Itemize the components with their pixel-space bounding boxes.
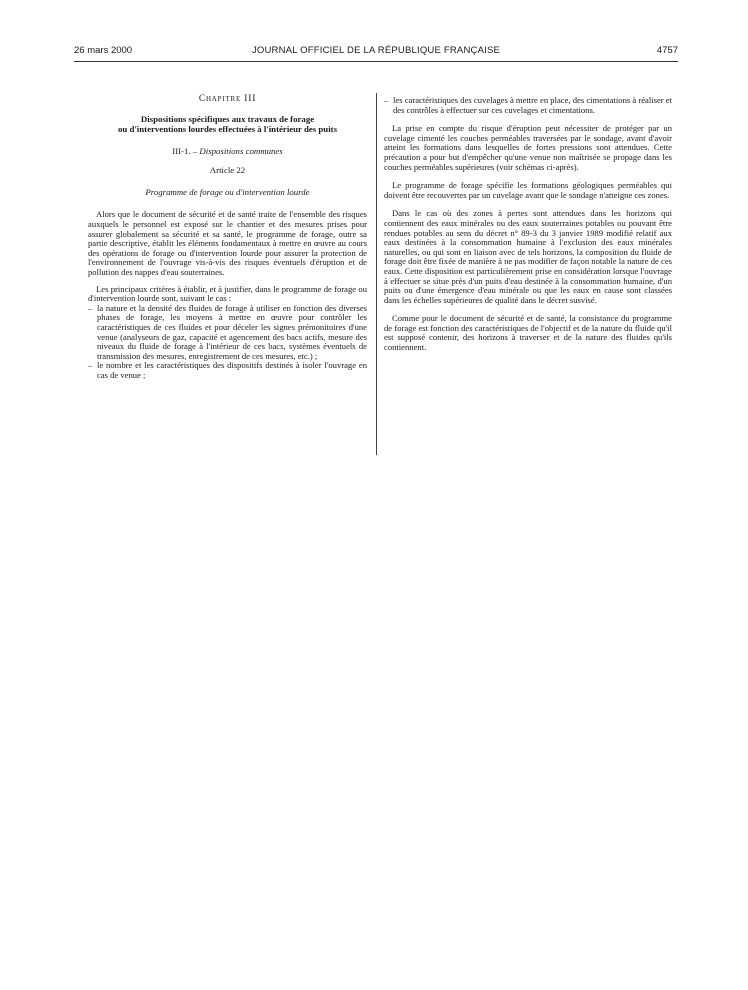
list-item — [88, 361, 367, 380]
paragraph-4: Le programme de forage spécifie les formations géologiques perméables qui doivent être recouvertes par un cuvelage avant que le sondage n'atteigne ces zones. — [384, 180, 672, 200]
section-title: Dispositions communes — [199, 145, 283, 156]
right-column — [384, 96, 672, 362]
dash-mark: – — [88, 360, 93, 371]
header-date: 26 mars 2000 — [74, 45, 133, 56]
list-item — [384, 96, 672, 115]
paragraph-5: Dans le cas où des zones à pertes sont attendues dans les horizons qui contiennent des eaux minérales ou des eaux souterraines potables ou pouvant être rendues potables au sens du décret n° 89-3 du 3 janvier 1989 modifié relatif aux eaux destinées à la consommation humaine à l'exclusion des eaux minérales naturelles, ou qui sont en liaison avec de tels horizons, la composition du fluide de forage doit être fixée de manière à ne pas modifier de façon notable la nature de ces eaux. Cette disposition est particulièrement prise en considération lorsque l'ouvrage à effectuer se situe près d'un puits d'eau destinée à la consommation humaine, d'un puits ou d'une émergence d'eau minérale ou que les eaux en cause sont classées dans les échelles supérieures de qualité dans le décret susvisé. — [384, 208, 672, 305]
article-subtitle: Programme de forage ou d'intervention lourde — [145, 186, 310, 197]
paragraph-6: Comme pour le document de sécurité et de santé, la consistance du programme de forage est fonction des caractéristiques de l'objectif et de la nature du fluide qu'il est supposé contenir, des horizons à traverser et de la nature des fluides qu'ils contiennent. — [384, 313, 672, 353]
list-item — [88, 304, 367, 362]
chapter-title-line-1: Dispositions spécifiques aux travaux de forage — [140, 113, 315, 124]
section-heading — [88, 147, 367, 157]
chapter-title — [88, 114, 367, 135]
chapter-heading: Chapitre III — [198, 94, 257, 104]
header-page-number: 4757 — [656, 45, 678, 56]
dash-mark: – — [384, 95, 389, 105]
list-item-text: les caractéristiques des cuvelages à mettre en place, des cimentations à réaliser et des contrôles à effectuer sur ces cuvelages et cimentations. — [393, 95, 672, 115]
header-journal-title: JOURNAL OFFICIEL DE LA RÉPUBLIQUE FRANÇAISE — [251, 45, 501, 56]
list-item-text: le nombre et les caractéristiques des dispositifs destinés à isoler l'ouvrage en cas de venue ; — [97, 360, 367, 380]
paragraph-3: La prise en compte du risque d'éruption peut nécessiter de protéger par un cuvelage cimenté les couches perméables traversées par le sondage, avant d'avoir atteint les formations dans lesquelles de fortes pressions sont attendues. Cette précaution a pour but d'empêcher qu'une venue non maîtrisée se propage dans les couches perméables supérieures (voir schémas ci-après). — [384, 123, 672, 172]
dash-mark: – — [88, 302, 93, 313]
paragraph-2: Les principaux critères à établir, et à justifier, dans le programme de forage ou d'intervention lourde sont, suivant le cas : — [88, 283, 367, 304]
section-number: III-1. – — [172, 145, 198, 156]
article-heading: Article 22 — [209, 165, 246, 176]
header-rule — [74, 61, 678, 62]
list-item-text: la nature et la densité des fluides de forage à utiliser en fonction des diverses phases de forage, les moyens à mettre en œuvre pour contrôler les caractéristiques de ces fluides et pour déceler les signes prémonitoires d'une venue (analyseurs de gaz, capacité et agencement des bacs actifs, mesure des niveaux du fluide de forage à l'intérieur de ces bacs, systèmes éventuels de transmission des mesures, enregistrement de ces mesures, etc.) ; — [97, 302, 367, 361]
left-column — [88, 95, 367, 380]
chapter-title-line-2: ou d'interventions lourdes effectuées à l'intérieur des puits — [117, 124, 338, 135]
page-header — [74, 45, 678, 59]
paragraph-1: Alors que le document de sécurité et de santé traite de l'ensemble des risques auxquels le personnel est exposé sur le chantier et des mesures prises pour assurer globalement sa sécurité et sa santé, le programme de forage, outre sa partie descriptive, établit les éléments fondamentaux à mettre en œuvre au cours des opérations de forage ou d'intervention lourde pour assurer la protection de l'environnement de l'ouvrage vis-à-vis des risques éventuels d'éruption et de pollution des nappes d'eau souterraines. — [88, 209, 367, 277]
column-divider — [376, 93, 377, 455]
